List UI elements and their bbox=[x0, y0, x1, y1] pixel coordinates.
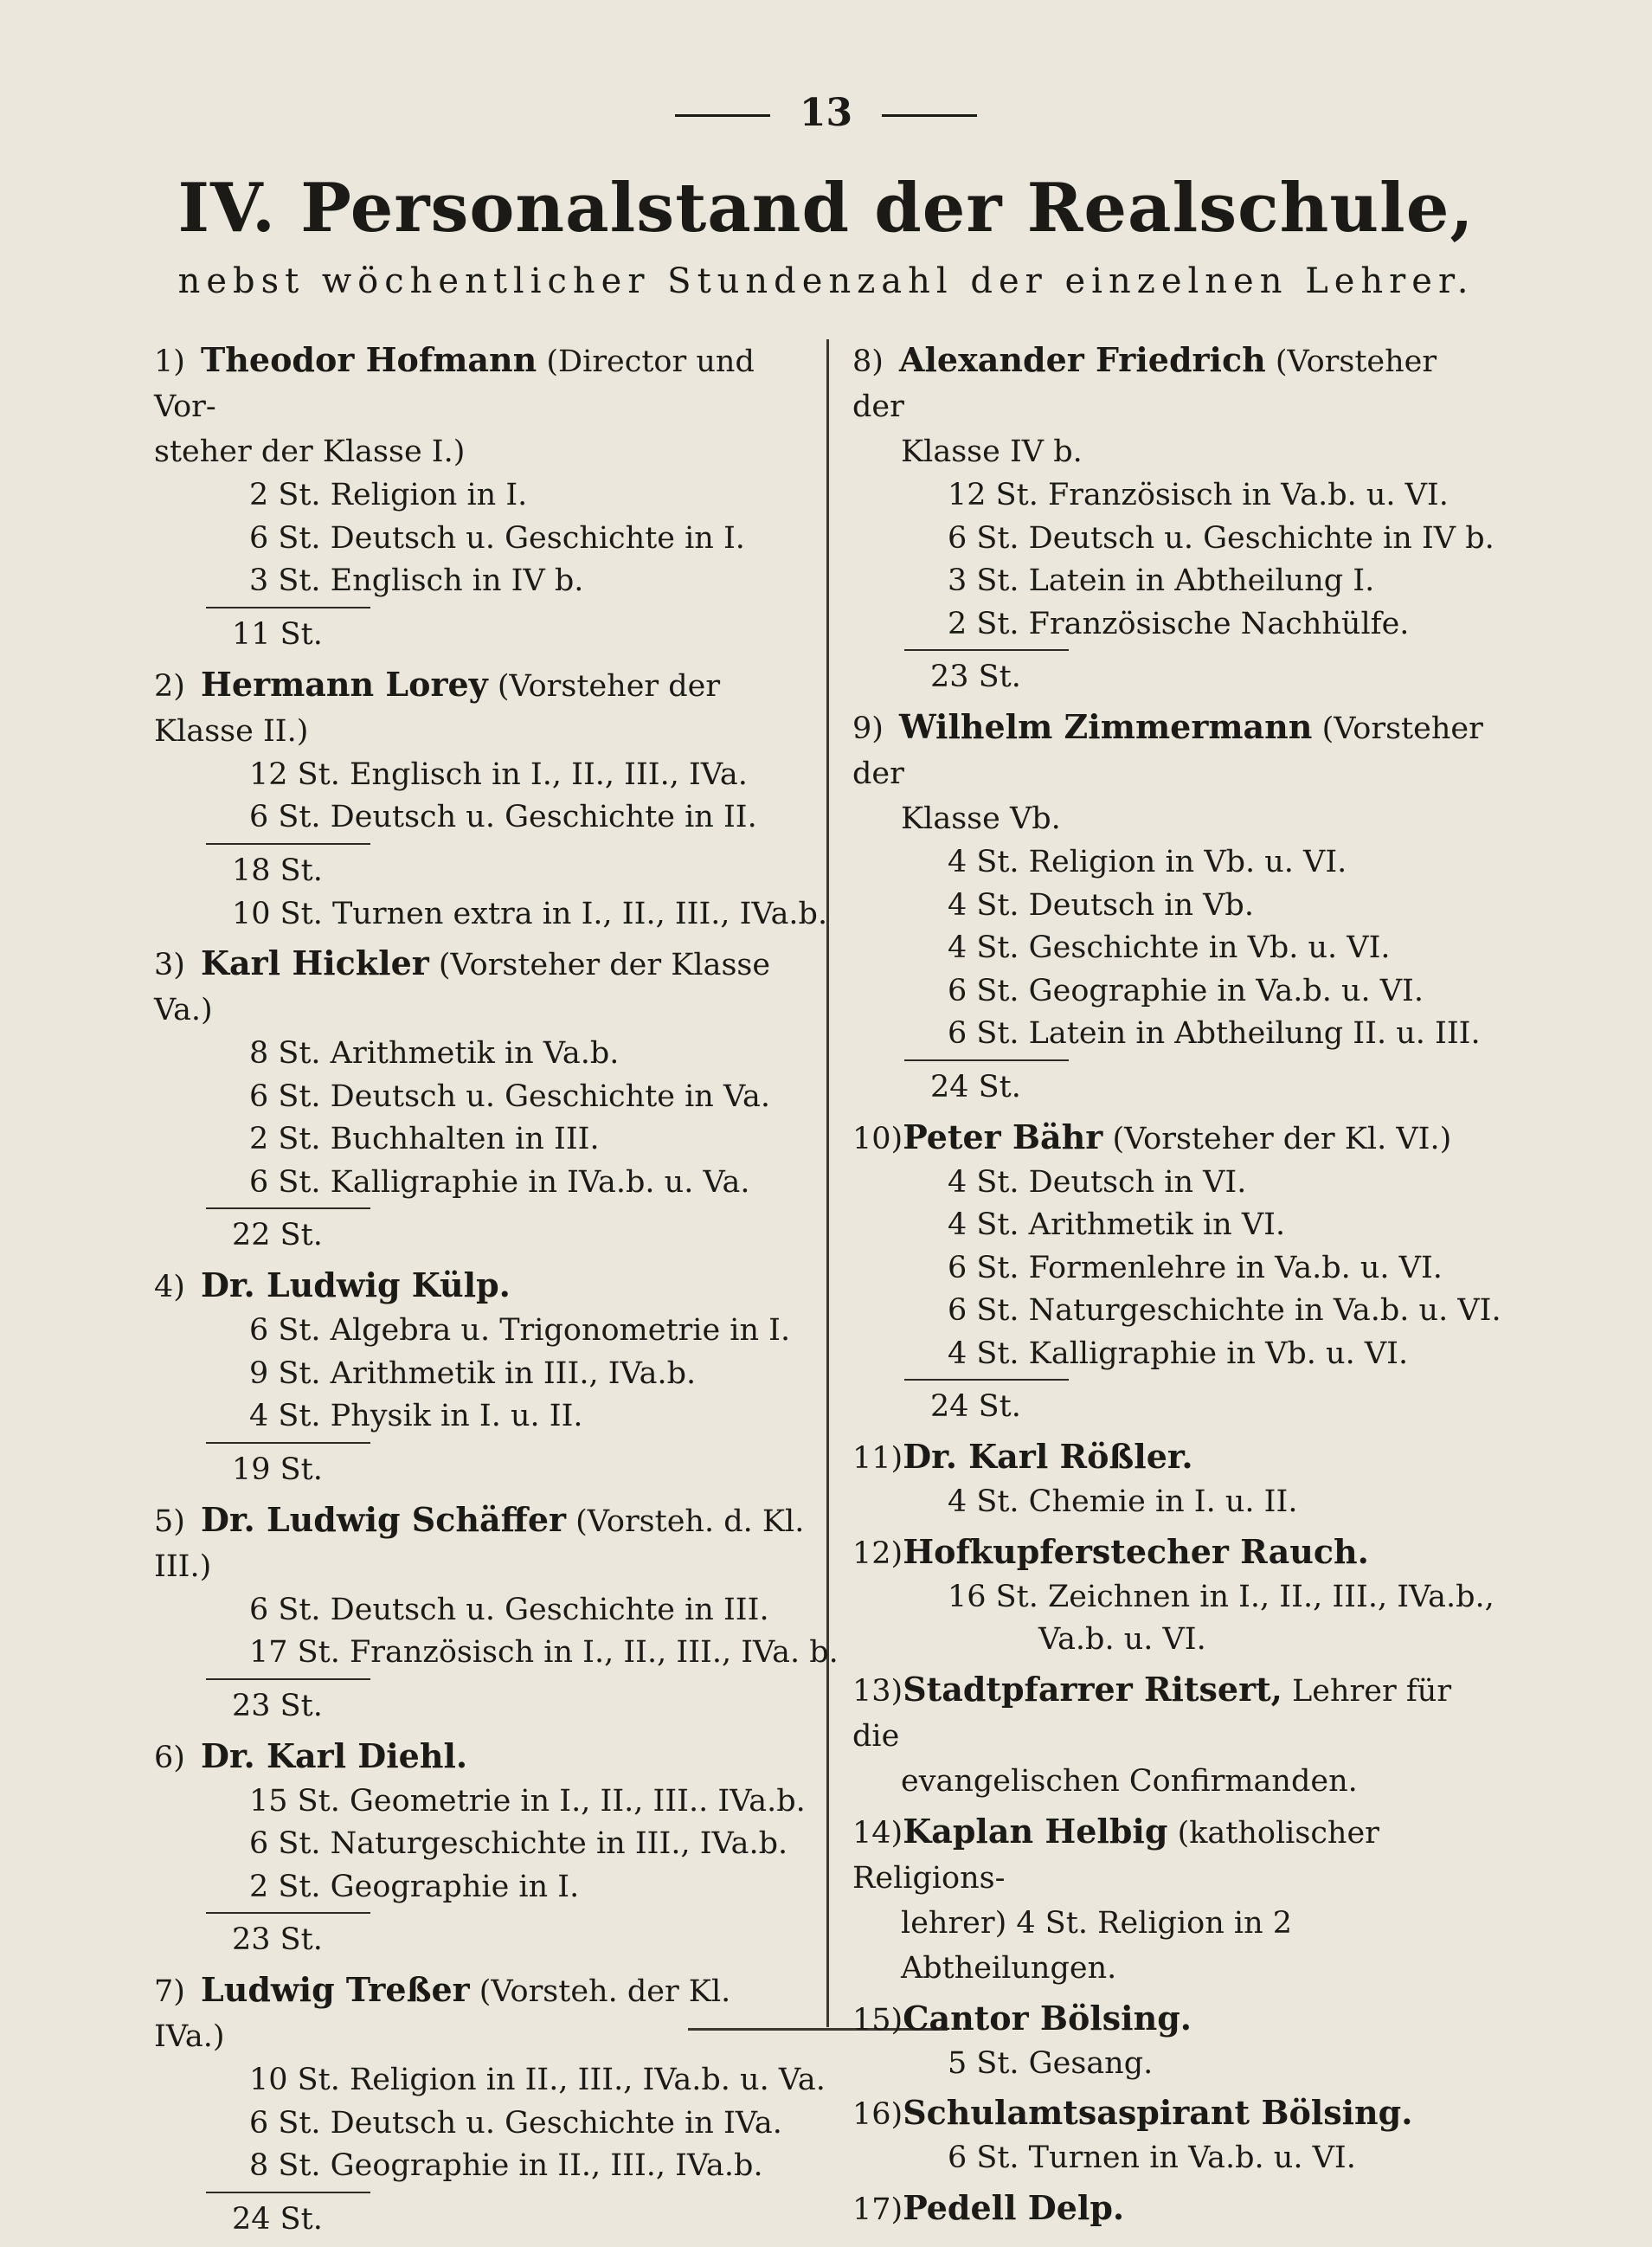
lesson-line: 2 St. Buchhalten in III. bbox=[249, 1122, 600, 1156]
teacher-entry bbox=[154, 1497, 839, 1729]
teacher-entry bbox=[852, 1996, 1488, 2086]
teacher-entry bbox=[852, 1667, 1488, 1804]
teacher-name: Cantor Bölsing. bbox=[903, 1998, 1192, 2038]
left-column bbox=[154, 338, 839, 2247]
teacher-name: Dr. Karl Rößler. bbox=[903, 1437, 1193, 1476]
hours-total: 24 St. bbox=[930, 1389, 1021, 1424]
teacher-number: 16) bbox=[852, 2097, 903, 2132]
sum-rule bbox=[206, 1678, 370, 1680]
teacher-number: 2) bbox=[154, 668, 185, 704]
teacher-name: Wilhelm Zimmermann bbox=[899, 707, 1313, 746]
lesson-line: 6 St. Deutsch u. Geschichte in II. bbox=[249, 800, 757, 834]
teacher-number: 13) bbox=[852, 1673, 903, 1709]
teacher-heading bbox=[852, 2186, 1488, 2232]
teacher-number: 9) bbox=[852, 711, 884, 746]
lesson-line: 12 St. Englisch in I., II., III., IVa. bbox=[249, 757, 748, 792]
teacher-heading bbox=[154, 1734, 807, 1780]
teacher-entry bbox=[154, 338, 807, 657]
teacher-heading bbox=[852, 338, 1488, 429]
lesson-line: 4 St. Deutsch in Vb. bbox=[948, 887, 1254, 923]
teacher-name: Dr. Ludwig Schäffer bbox=[201, 1499, 567, 1539]
teacher-number: 8) bbox=[852, 344, 884, 379]
page-subtitle: nebst wöchentlicher Stundenzahl der einzelnen Lehrer. bbox=[177, 261, 1475, 301]
hours-total: 24 St. bbox=[232, 2201, 323, 2237]
teacher-number: 15) bbox=[852, 2002, 903, 2038]
teacher-role-continued: steher der Klasse I.) bbox=[154, 435, 466, 469]
hours-total: 23 St. bbox=[232, 1688, 323, 1723]
lesson-line: 6 St. Deutsch u. Geschichte in IV b. bbox=[948, 520, 1495, 556]
teacher-name: Theodor Hofmann bbox=[201, 340, 537, 379]
lesson-line: 6 St. Deutsch u. Geschichte in IVa. bbox=[249, 2105, 782, 2141]
sum-rule bbox=[206, 607, 370, 608]
teacher-role: (Vorsteher der Klasse II.) bbox=[154, 668, 721, 749]
hours-total: 22 St. bbox=[232, 1218, 323, 1252]
teacher-entry bbox=[154, 1734, 807, 1963]
hours-total: 11 St. bbox=[232, 616, 323, 652]
teacher-heading bbox=[154, 1497, 807, 1589]
teacher-entry bbox=[154, 941, 807, 1258]
teacher-entry bbox=[852, 1115, 1501, 1430]
teacher-name: Stadtpfarrer Ritsert, bbox=[903, 1669, 1282, 1709]
teacher-number: 17) bbox=[852, 2192, 903, 2227]
lesson-line: 6 St. Deutsch u. Geschichte in III. bbox=[249, 1592, 769, 1627]
lesson-line: 4 St. Chemie in I. u. II. bbox=[948, 1484, 1298, 1519]
teacher-name: Schulamtsaspirant Bölsing. bbox=[903, 2093, 1413, 2132]
teacher-entry bbox=[852, 705, 1488, 1110]
page-title: IV. Personalstand der Realschule, bbox=[177, 169, 1475, 248]
lesson-line: 6 St. Deutsch u. Geschichte in Va. bbox=[249, 1078, 771, 1114]
teacher-role-continued: Klasse Vb. bbox=[901, 802, 1061, 836]
teacher-role: (Vorsteher der bbox=[852, 711, 1483, 791]
teacher-name: Pedell Delp. bbox=[903, 2187, 1125, 2227]
lesson-line: 2 St. Geographie in I. bbox=[249, 1869, 580, 1904]
lesson-line: 2 St. Französische Nachhülfe. bbox=[948, 606, 1410, 641]
teacher-role: (Vorsteher der Kl. VI.) bbox=[1102, 1121, 1452, 1156]
sum-rule bbox=[206, 1912, 370, 1914]
teacher-name: Dr. Ludwig Külp. bbox=[201, 1265, 511, 1304]
teacher-name: Kaplan Helbig bbox=[903, 1811, 1168, 1851]
teacher-entry bbox=[852, 2186, 1488, 2232]
teacher-number: 1) bbox=[154, 344, 185, 379]
teacher-entry bbox=[852, 1809, 1488, 1991]
teacher-name: Peter Bähr bbox=[903, 1117, 1103, 1156]
lesson-line: 3 St. Latein in Abtheilung I. bbox=[948, 563, 1375, 598]
teacher-name: Karl Hickler bbox=[201, 943, 429, 982]
lesson-line: 4 St. Geschichte in Vb. u. VI. bbox=[948, 930, 1391, 965]
teacher-role: (katholischer Religions- bbox=[852, 1815, 1379, 1896]
teacher-name: Dr. Karl Diehl. bbox=[201, 1735, 468, 1775]
teacher-role-continued: lehrer) 4 St. Religion in 2 Abtheilungen. bbox=[901, 1905, 1293, 1986]
teacher-heading bbox=[852, 1115, 1488, 1162]
lesson-line: 17 St. Französisch in I., II., III., IVa. b. bbox=[249, 1635, 839, 1670]
lesson-line: 6 St. Naturgeschichte in III., IVa.b. bbox=[249, 1826, 788, 1861]
hours-total: 18 St. bbox=[232, 853, 323, 888]
lesson-line: 6 St. Geographie in Va.b. u. VI. bbox=[948, 973, 1424, 1008]
lesson-line: 6 St. Deutsch u. Geschichte in I. bbox=[249, 520, 745, 556]
teacher-number: 12) bbox=[852, 1536, 903, 1571]
lesson-line: 4 St. Religion in Vb. u. VI. bbox=[948, 845, 1347, 879]
teacher-role: (Vorsteher der Klasse Va.) bbox=[154, 948, 771, 1027]
sum-rule bbox=[904, 1059, 1069, 1061]
teacher-entry bbox=[852, 338, 1495, 699]
lesson-line: 6 St. Algebra u. Trigonometrie in I. bbox=[249, 1313, 791, 1348]
lesson-line: 8 St. Arithmetik in Va.b. bbox=[249, 1036, 620, 1071]
hours-total: 23 St. bbox=[232, 1922, 323, 1957]
teacher-name: Hermann Lorey bbox=[201, 664, 488, 704]
lesson-line: 5 St. Gesang. bbox=[948, 2045, 1154, 2081]
teacher-name: Hofkupferstecher Rauch. bbox=[903, 1531, 1369, 1571]
lesson-line: 2 St. Religion in I. bbox=[249, 478, 528, 512]
lesson-line: 4 St. Physik in I. u. II. bbox=[249, 1399, 583, 1433]
sum-rule bbox=[904, 649, 1069, 651]
teacher-heading bbox=[852, 705, 1488, 796]
teacher-entry bbox=[154, 1263, 807, 1492]
teacher-role: Lehrer für die bbox=[852, 1673, 1452, 1754]
hours-total: 19 St. bbox=[232, 1452, 323, 1487]
teacher-heading bbox=[852, 1434, 1488, 1481]
teacher-role-continued: evangelischen Confirmanden. bbox=[901, 1763, 1358, 1799]
teacher-entry bbox=[852, 1529, 1495, 1662]
teacher-entry bbox=[154, 1967, 826, 2242]
teacher-name: Ludwig Treßer bbox=[201, 1970, 470, 2009]
lesson-line: 10 St. Religion in II., III., IVa.b. u. Va. bbox=[249, 2063, 826, 2097]
hours-total: 23 St. bbox=[930, 660, 1021, 694]
teacher-heading bbox=[852, 1809, 1488, 1901]
right-column bbox=[852, 338, 1501, 2237]
lesson-line: 9 St. Arithmetik in III., IVa.b. bbox=[249, 1355, 697, 1391]
lesson-line: 6 St. Kalligraphie in IVa.b. u. Va. bbox=[249, 1164, 750, 1200]
teacher-entry bbox=[852, 1434, 1488, 1524]
lesson-line: 8 St. Geographie in II., III., IVa.b. bbox=[249, 2148, 763, 2183]
page-number-rule-right bbox=[882, 114, 977, 117]
teacher-role: (Vorsteh. d. Kl. III.) bbox=[154, 1503, 805, 1584]
lesson-line: 6 St. Turnen in Va.b. u. VI. bbox=[948, 2141, 1356, 2175]
teacher-number: 4) bbox=[154, 1270, 185, 1304]
teacher-role: (Director und Vor- bbox=[154, 344, 755, 424]
lesson-line: 15 St. Geometrie in I., II., III.. IVa.b. bbox=[249, 1783, 806, 1819]
teacher-role: (Vorsteher der bbox=[852, 344, 1437, 424]
teacher-heading bbox=[154, 338, 807, 429]
teacher-heading bbox=[154, 662, 807, 754]
lesson-line: 6 St. Naturgeschichte in Va.b. u. VI. bbox=[948, 1293, 1501, 1328]
lesson-line: 4 St. Deutsch in VI. bbox=[948, 1164, 1247, 1200]
teacher-entry bbox=[852, 2090, 1488, 2180]
lesson-line: 16 St. Zeichnen in I., II., III., IVa.b., bbox=[948, 1579, 1495, 1614]
teacher-number: 11) bbox=[852, 1441, 903, 1476]
teacher-number: 14) bbox=[852, 1815, 903, 1851]
page-number-rule-left bbox=[675, 114, 770, 117]
teacher-entry bbox=[154, 662, 828, 937]
teacher-number: 6) bbox=[154, 1740, 185, 1775]
lesson-line: 4 St. Arithmetik in VI. bbox=[948, 1207, 1286, 1242]
teacher-role-continued: Klasse IV b. bbox=[901, 435, 1083, 469]
teacher-heading bbox=[852, 1529, 1488, 1576]
extra-lesson-line: 10 St. Turnen extra in I., II., III., IVa.b. bbox=[232, 896, 828, 931]
teacher-heading bbox=[852, 1996, 1488, 2043]
lesson-line: 3 St. Englisch in IV b. bbox=[249, 563, 584, 598]
sum-rule bbox=[206, 2192, 370, 2193]
sum-rule bbox=[206, 843, 370, 845]
lesson-line: 6 St. Formenlehre in Va.b. u. VI. bbox=[948, 1250, 1443, 1285]
teacher-number: 3) bbox=[154, 948, 185, 982]
sum-rule bbox=[904, 1379, 1069, 1381]
lesson-line: 6 St. Latein in Abtheilung II. u. III. bbox=[948, 1016, 1481, 1051]
teacher-number: 5) bbox=[154, 1503, 185, 1539]
teacher-heading bbox=[154, 1263, 807, 1310]
teacher-role: (Vorsteh. der Kl. IVa.) bbox=[154, 1974, 731, 2054]
teacher-heading bbox=[154, 1967, 807, 2059]
sum-rule bbox=[206, 1207, 370, 1209]
teacher-number: 7) bbox=[154, 1974, 185, 2009]
column-divider bbox=[826, 339, 829, 2027]
lesson-line: 12 St. Französisch in Va.b. u. VI. bbox=[948, 478, 1449, 512]
teacher-heading bbox=[154, 941, 807, 1033]
hours-total: 24 St. bbox=[930, 1069, 1021, 1104]
lesson-line: 4 St. Kalligraphie in Vb. u. VI. bbox=[948, 1336, 1409, 1371]
teacher-number: 10) bbox=[852, 1121, 903, 1156]
lesson-line-continued: Va.b. u. VI. bbox=[1038, 1622, 1206, 1657]
teacher-heading bbox=[852, 2090, 1488, 2137]
page-number bbox=[0, 91, 1652, 135]
sum-rule bbox=[206, 1442, 370, 1444]
teacher-heading bbox=[852, 1667, 1488, 1759]
page-number-text: 13 bbox=[799, 91, 853, 135]
teacher-name: Alexander Friedrich bbox=[899, 340, 1266, 379]
